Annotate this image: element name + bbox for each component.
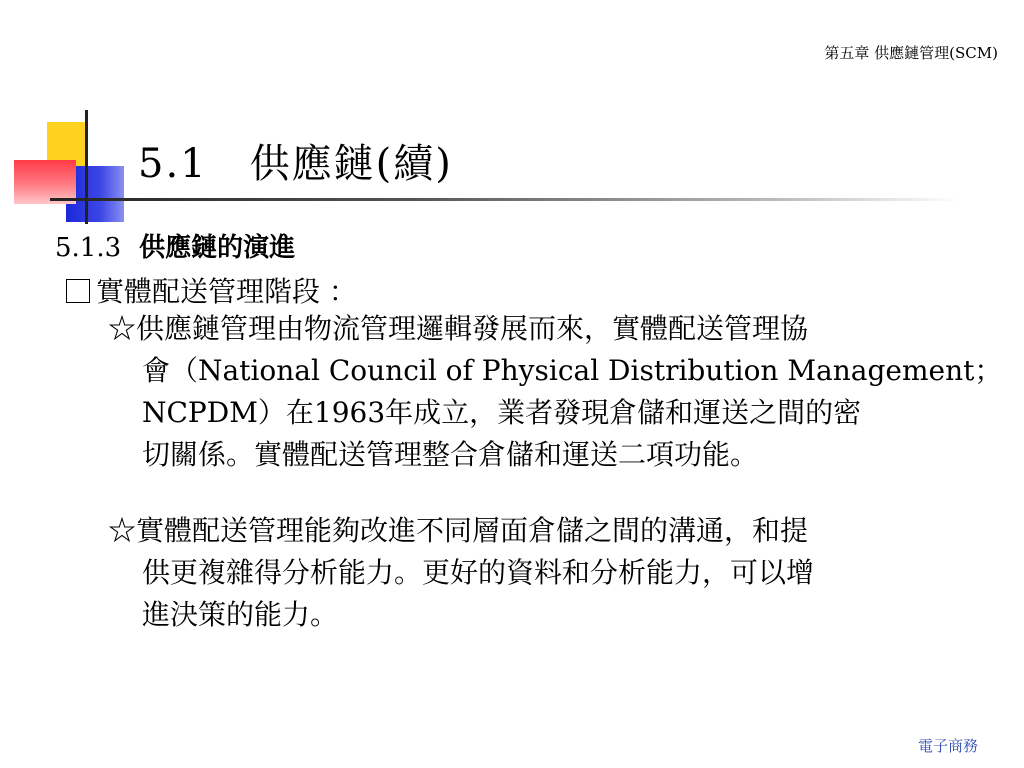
square-bullet-icon: [66, 279, 90, 303]
footer-label: 電子商務: [917, 737, 978, 755]
chapter-header: 第五章 供應鏈管理(SCM): [824, 44, 998, 62]
slide-title-text: 供應鏈(續): [249, 141, 453, 187]
paragraph-line: 供更複雜得分析能力。更好的資料和分析能力，可以增: [142, 556, 815, 589]
paragraph-line: NCPDM）在1963年成立，業者發現倉儲和運送之間的密: [142, 396, 862, 429]
title-underline: [50, 198, 960, 201]
subsection-number: 5.1.3: [55, 233, 122, 263]
paragraph-line: 會（National Council of Physical Distribution Management；: [142, 354, 1003, 387]
decoration-vertical-line: [85, 110, 88, 224]
paragraph-line: ☆實體配送管理能夠改進不同層面倉儲之間的溝通，和提: [108, 514, 809, 547]
paragraph-line: 進決策的能力。: [142, 598, 339, 631]
paragraph-2: [108, 510, 974, 636]
paragraph-line: ☆供應鏈管理由物流管理邏輯發展而來，實體配送管理協: [108, 312, 809, 345]
subsection-title: 供應鏈的演進: [139, 233, 296, 263]
bullet-heading: [66, 270, 357, 310]
slide-title: [138, 132, 453, 189]
subsection-heading: [55, 227, 295, 264]
paragraph-line: 切關係。實體配送管理整合倉儲和運送二項功能。: [142, 438, 759, 471]
bullet-heading-text: 實體配送管理階段 ：: [96, 275, 357, 308]
paragraph-1: [108, 308, 1003, 476]
slide-title-number: 5.1: [138, 141, 208, 187]
